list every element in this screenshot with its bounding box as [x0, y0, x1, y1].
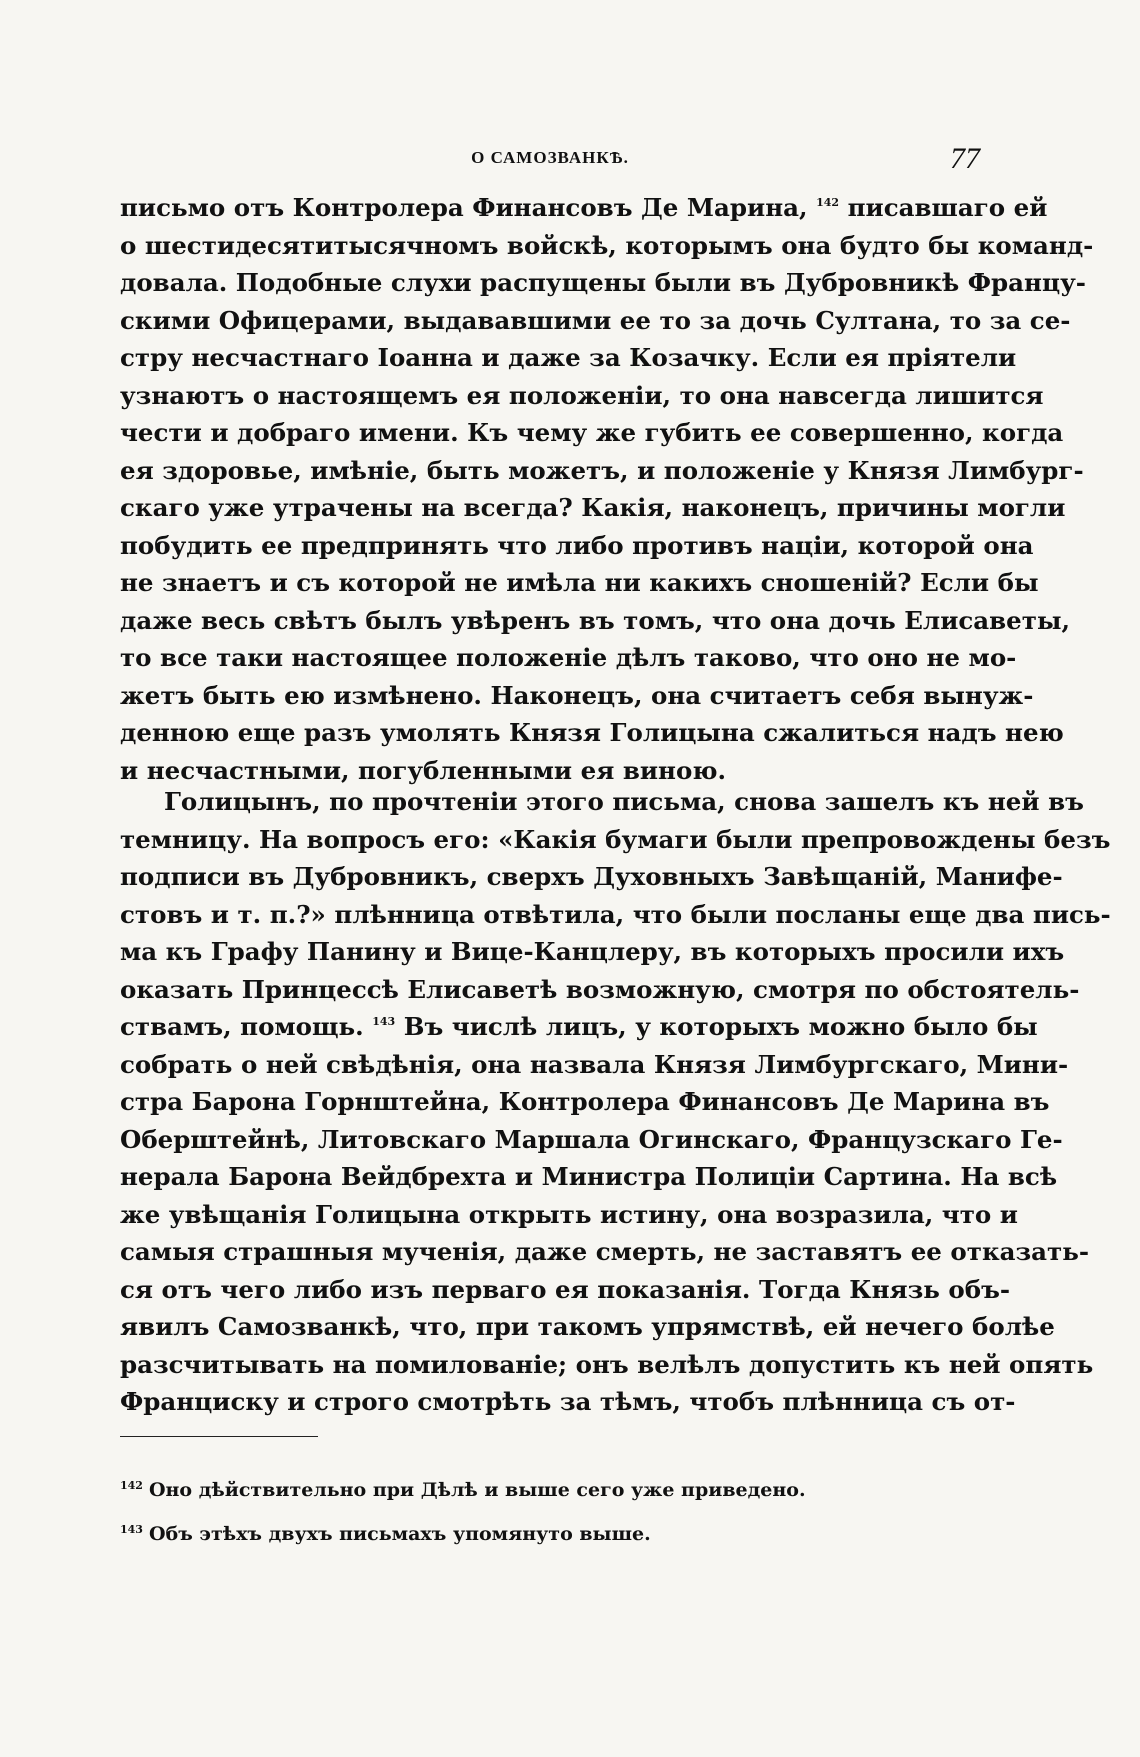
footnote-divider	[120, 1436, 318, 1437]
text-line: же увѣщанія Голицына открыть истину, она возразила, что и	[120, 1199, 1018, 1229]
text-line: стра Барона Горнштейна, Контролера Финансовъ Де Марина въ	[120, 1087, 1050, 1116]
text-line: чести и добраго имени. Къ чему же губить ее совершенно, когда	[120, 418, 1064, 447]
running-title: О САМОЗВАНКѢ.	[471, 148, 629, 167]
footnote-mark: 143	[120, 1523, 143, 1536]
text-line: узнаютъ о настоящемъ ея положеніи, то она навсегда лишится	[120, 380, 1044, 410]
text-line: скаго уже утрачены на всегда? Какія, наконецъ, причины могли	[120, 493, 1066, 522]
text-line: ствамъ, помощь. $^{143}$ Въ числѣ лицъ, у которыхъ можно было бы	[120, 1012, 1038, 1041]
footnote-mark: 142	[120, 1479, 143, 1492]
footnote-text: Объ этѣхъ двухъ письмахъ упомянуто выше.	[148, 1523, 651, 1545]
text-line: даже весь свѣтъ былъ увѣренъ въ томъ, что она дочь Елисаветы,	[120, 605, 1071, 635]
text-line: побудить ее предпринять что либо противъ націи, которой она	[120, 530, 1034, 560]
text-line: оказать Принцессѣ Елисаветѣ возможную, смотря по обстоятель-	[120, 974, 1080, 1004]
text-line: нерала Барона Вейдбрехта и Министра Полиціи Сартина. На всѣ	[120, 1162, 1058, 1191]
footnote-text: Оно дѣйствительно при Дѣлѣ и выше сего уже приведено.	[148, 1479, 806, 1501]
paragraph-2	[120, 783, 1111, 1421]
text-line: письмо отъ Контролера Финансовъ Де Марина, $^{142}$ писавшаго ей	[120, 193, 1048, 222]
footnote-143	[120, 1508, 986, 1552]
page-header	[120, 142, 980, 188]
text-line: стру несчастнаго Іоанна и даже за Козачку. Если ея пріятели	[120, 343, 1017, 372]
text-line: и несчастными, погубленными ея виною.	[120, 755, 726, 785]
text-line: денною еще разъ умолять Князя Голицына сжалиться надъ нею	[120, 718, 1064, 747]
text-line: довала. Подобные слухи распущены были въ Дубровникѣ Францу-	[120, 268, 1086, 297]
text-line: ея здоровье, имѣніе, быть можетъ, и положеніе у Князя Лимбург-	[120, 455, 1084, 485]
text-line: скими Офицерами, выдававшими ее то за дочь Султана, то за се-	[120, 305, 1071, 335]
footnote-ref[interactable]: 142	[816, 196, 840, 209]
text-line: разсчитывать на помилованіе; онъ велѣлъ допустить къ ней опять	[120, 1349, 1094, 1379]
footnote-ref[interactable]: 143	[372, 1015, 396, 1028]
text-line: жетъ быть ею измѣнено. Наконецъ, она считаетъ себя вынуж-	[120, 680, 1034, 710]
text-line: о шестидесятитысячномъ войскѣ, которымъ она будто бы команд-	[120, 230, 1094, 260]
text-line: Франциску и строго смотрѣть за тѣмъ, чтобъ плѣнница съ от-	[120, 1387, 1016, 1416]
text-line: собрать о ней свѣдѣнія, она назвала Князя Лимбургскаго, Мини-	[120, 1049, 1069, 1079]
text-line: самыя страшныя мученія, даже смерть, не заставятъ ее отказать-	[120, 1237, 1089, 1266]
page-number: 77	[950, 142, 980, 175]
text-line: ся отъ чего либо изъ перваго ея показанія. Тогда Князь объ-	[120, 1274, 1011, 1304]
paragraph-1	[120, 189, 1094, 789]
text-line: явилъ Самозванкѣ, что, при такомъ упрямствѣ, ей нечего болѣе	[120, 1312, 1055, 1341]
footnotes	[120, 1464, 986, 1552]
text-line: стовъ и т. п.?» плѣнница отвѣтила, что были посланы еще два пись-	[120, 899, 1111, 929]
text-line: Оберштейнѣ, Литовскаго Маршала Огинскаго, Французскаго Ге-	[120, 1124, 1063, 1154]
text-line: не знаетъ и съ которой не имѣла ни какихъ сношеній? Если бы	[120, 568, 1039, 597]
text-line: темницу. На вопросъ его: «Какія бумаги были препровождены безъ	[120, 824, 1111, 854]
footnote-142	[120, 1464, 986, 1508]
text-line: ма къ Графу Панину и Вице-Канцлеру, въ которыхъ просили ихъ	[120, 937, 1065, 966]
text-line: то все таки настоящее положеніе дѣлъ таково, что оно не мо-	[120, 643, 1017, 672]
text-line: подписи въ Дубровникъ, сверхъ Духовныхъ Завѣщаній, Манифе-	[120, 862, 1063, 891]
text-line: Голицынъ, по прочтеніи этого письма, снова зашелъ къ ней въ	[164, 787, 1084, 816]
